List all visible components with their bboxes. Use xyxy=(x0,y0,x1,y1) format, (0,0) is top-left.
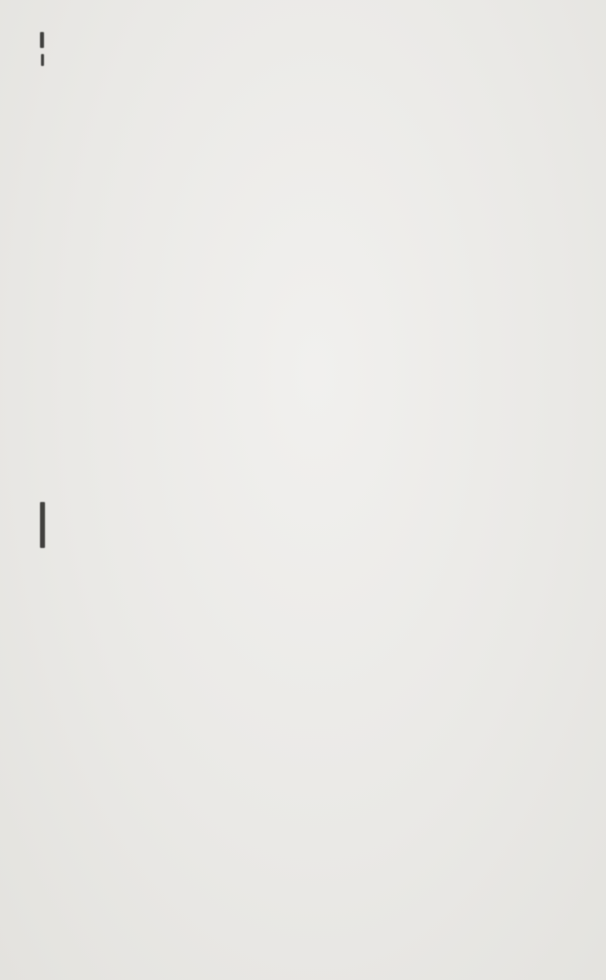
chart-svg xyxy=(0,100,606,465)
chart-caption xyxy=(63,82,583,97)
chart-figure xyxy=(0,100,606,465)
scan-artifact xyxy=(41,54,44,66)
scan-artifact xyxy=(40,32,44,48)
scan-artifact xyxy=(40,502,45,548)
